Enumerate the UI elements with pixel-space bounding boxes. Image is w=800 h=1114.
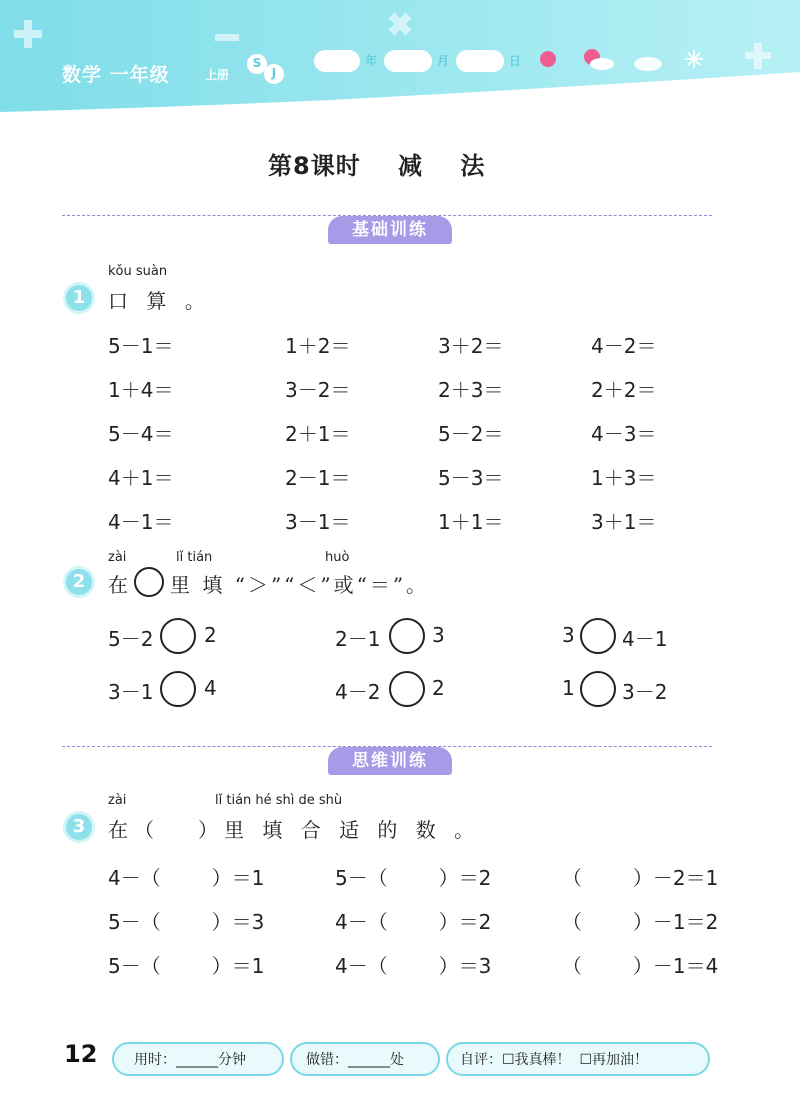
badge-letter-s: S	[252, 56, 262, 70]
q2-right-expr: 2	[204, 623, 217, 647]
q2-right-expr: 3	[432, 623, 445, 647]
q3-equation: 4－（ ）＝2	[335, 910, 492, 934]
q3-equation: 4－（ ）＝1	[108, 866, 265, 890]
q1-pinyin: kǒu suàn	[108, 264, 168, 279]
q1-equation: 3－1＝	[285, 510, 351, 534]
q2-right-expr: 2	[432, 676, 445, 700]
q1-equation: 5－3＝	[438, 466, 504, 490]
section-banner-basic: 基础训练	[328, 216, 452, 244]
q1-equation: 1＋1＝	[438, 510, 504, 534]
year-label: 年	[365, 54, 378, 68]
q2-number-badge: 2	[66, 569, 92, 595]
volume-label: 上册	[205, 68, 230, 82]
q2-answer-circle[interactable]	[389, 618, 425, 654]
page-number: 12	[64, 1040, 98, 1068]
q2-left-expr: 1	[562, 676, 575, 700]
q1-equation: 4－2＝	[591, 334, 657, 358]
q2-answer-circle[interactable]	[580, 618, 616, 654]
q1-equation: 3＋2＝	[438, 334, 504, 358]
day-label: 日	[509, 54, 522, 68]
q2-left-expr: 3	[562, 623, 575, 647]
q2-pinyin-litian: lǐ tián	[176, 550, 213, 565]
year-field[interactable]	[314, 50, 360, 72]
q3-equation: （ ）－1＝2	[562, 910, 719, 934]
q1-equation: 4－3＝	[591, 422, 657, 446]
q3-instruction-prefix: 在（	[108, 818, 160, 842]
q1-equation: 2＋1＝	[285, 422, 351, 446]
q2-instruction-prefix: 在	[108, 573, 134, 597]
q3-number-badge: 3	[66, 814, 92, 840]
q1-equation: 1＋2＝	[285, 334, 351, 358]
self-evaluation[interactable]: 自评：☐我真棒！ ☐再加油！	[460, 1052, 649, 1068]
q3-equation: （ ）－1＝4	[562, 954, 719, 978]
errors-label: 做错：______处	[306, 1052, 404, 1068]
q2-answer-circle[interactable]	[160, 671, 196, 707]
q1-equation: 2＋3＝	[438, 378, 504, 402]
q1-equation: 2＋2＝	[591, 378, 657, 402]
badge-letter-j: J	[271, 66, 277, 80]
month-field[interactable]	[384, 50, 432, 72]
day-field[interactable]	[456, 50, 504, 72]
q2-sample-circle	[134, 567, 164, 597]
q2-answer-circle[interactable]	[580, 671, 616, 707]
q1-equation: 3－2＝	[285, 378, 351, 402]
q3-equation: 5－（ ）＝3	[108, 910, 265, 934]
month-label: 月	[437, 54, 450, 68]
q1-number-badge: 1	[66, 285, 92, 311]
q2-left-expr: 4－2	[335, 680, 381, 704]
q2-right-expr: 3－2	[622, 680, 668, 704]
q3-equation: 4－（ ）＝3	[335, 954, 492, 978]
q2-left-expr: 2－1	[335, 627, 381, 651]
q1-equation: 3＋1＝	[591, 510, 657, 534]
q1-equation: 2－1＝	[285, 466, 351, 490]
q2-answer-circle[interactable]	[160, 618, 196, 654]
section-banner-thinking: 思维训练	[328, 747, 452, 775]
q3-equation: 5－（ ）＝2	[335, 866, 492, 890]
q3-pinyin-zai: zài	[108, 793, 127, 808]
q2-instruction-suffix: 里 填 “＞”“＜”或“＝”。	[170, 573, 430, 597]
q2-answer-circle[interactable]	[389, 671, 425, 707]
q2-pinyin-zai: zài	[108, 550, 127, 565]
q3-pinyin-rest: lǐ tián hé shì de shù	[215, 793, 343, 808]
q2-left-expr: 3－1	[108, 680, 154, 704]
q1-equation: 4＋1＝	[108, 466, 174, 490]
q1-instruction: 口 算 。	[108, 289, 211, 313]
q2-right-expr: 4－1	[622, 627, 668, 651]
q1-equation: 5－2＝	[438, 422, 504, 446]
q1-equation: 5－1＝	[108, 334, 174, 358]
q1-equation: 5－4＝	[108, 422, 174, 446]
subject-grade: 数学 一年级	[62, 64, 170, 86]
q3-equation: 5－（ ）＝1	[108, 954, 265, 978]
q2-left-expr: 5－2	[108, 627, 154, 651]
lesson-number: 第8课时	[268, 152, 361, 180]
q2-pinyin-huo: huò	[325, 550, 350, 565]
q1-equation: 1＋4＝	[108, 378, 174, 402]
q1-equation: 1＋3＝	[591, 466, 657, 490]
q3-equation: （ ）－2＝1	[562, 866, 719, 890]
time-spent-label: 用时：______分钟	[134, 1052, 246, 1068]
q2-right-expr: 4	[204, 676, 217, 700]
q3-instruction-suffix: ）里 填 合 适 的 数 。	[198, 818, 481, 842]
lesson-topic: 减 法	[398, 152, 486, 180]
q1-equation: 4－1＝	[108, 510, 174, 534]
